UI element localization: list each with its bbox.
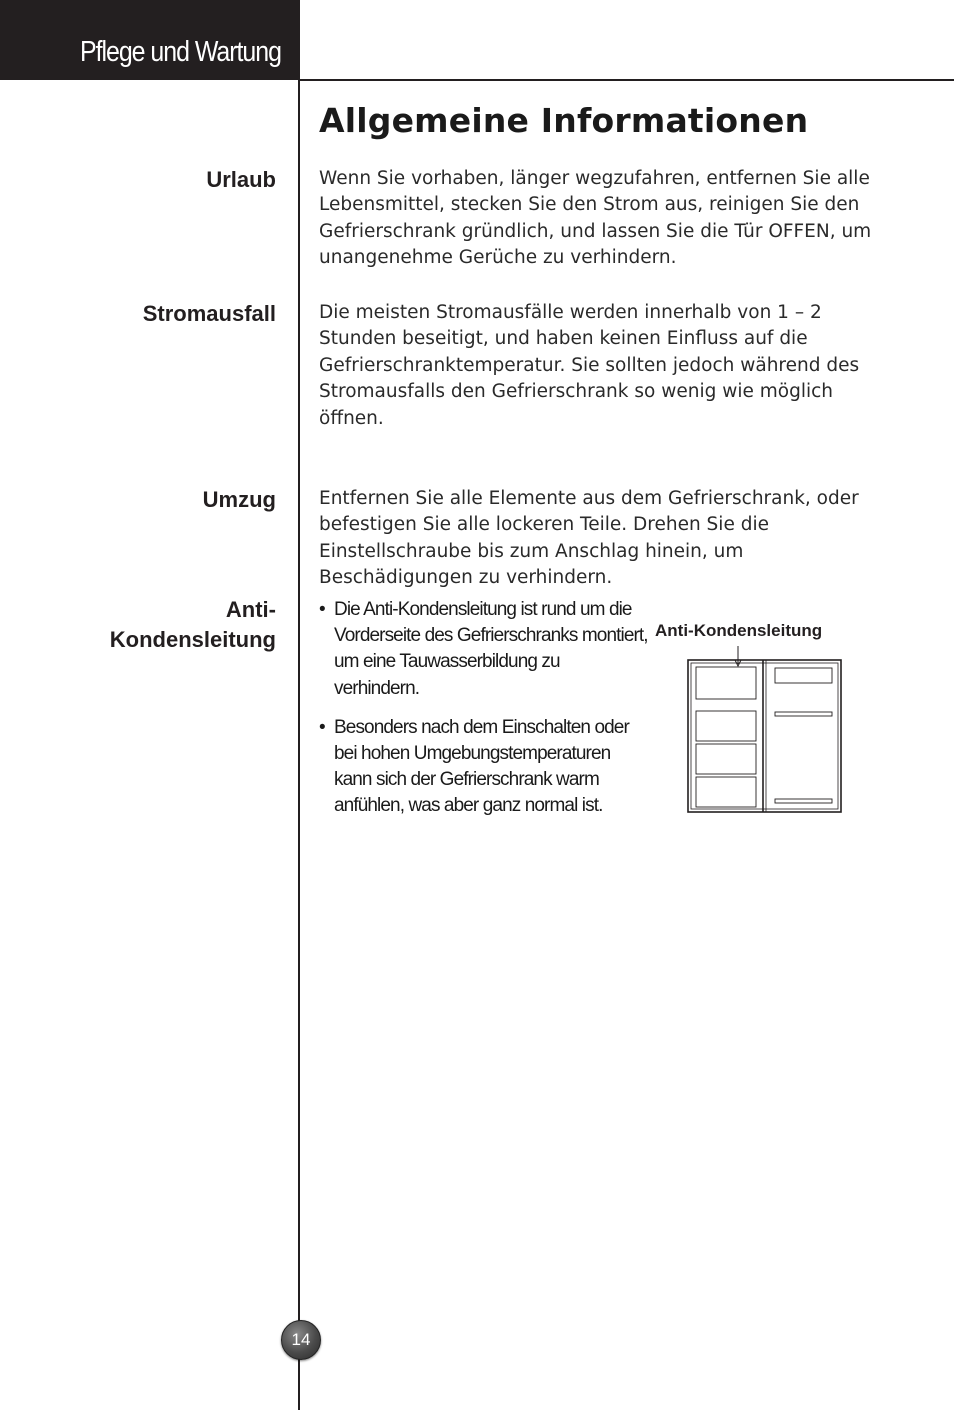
bullet-item: • Die Anti-Kondensleitung ist rund um die Vorderseite des Gefrierschranks montiert, um eine Tauwasserbildung zu verhindern.	[319, 597, 649, 702]
section-title: Pflege und Wartung	[80, 36, 281, 68]
column-divider	[298, 80, 300, 1410]
page-title: Allgemeine Informationen	[319, 101, 809, 140]
label-line-1: Anti-	[225, 597, 276, 622]
anti-condensation-line	[691, 663, 838, 809]
shelf	[775, 712, 832, 716]
shelf	[775, 799, 832, 803]
section-label-urlaub: Urlaub	[206, 167, 276, 192]
bullet-list	[319, 597, 649, 833]
diagram-label: Anti-Kondensleitung	[655, 621, 823, 640]
page-number: 14	[291, 1330, 311, 1349]
bullet-item: • Besonders nach dem Einschalten oder bei hohen Umgebungstemperaturen kann sich der Gefrierschrank warm anfühlen, was aber ganz normal ist.	[319, 715, 649, 820]
drawer	[696, 744, 756, 774]
drawer	[696, 667, 756, 699]
label-line-2: Kondensleitung	[109, 627, 276, 652]
header-tab	[0, 0, 300, 80]
refrigerator-diagram	[680, 640, 850, 820]
drawer	[696, 711, 756, 741]
section-text-stromausfall: Die meisten Stromausfälle werden innerhalb von 1 – 2 Stunden beseitigt, und haben keinen Einfluss auf die Gefrierschranktemperatur. Sie sollten jedoch während des Stromausfalls den Gefrierschrank so wenig wie möglich öffnen.	[319, 302, 860, 429]
section-text-umzug: Entfernen Sie alle Elemente aus dem Gefrierschrank, oder befestigen Sie alle lockeren Teile. Drehen Sie die Einstellschraube bis zum Anschlag hinein, um Beschädigungen zu verhindern.	[319, 488, 859, 589]
header-rule	[300, 79, 954, 81]
page-number-badge	[281, 1320, 321, 1360]
drawer	[696, 777, 756, 807]
shelf	[775, 668, 832, 683]
section-label-stromausfall: Stromausfall	[142, 301, 276, 326]
section-text-urlaub: Wenn Sie vorhaben, länger wegzufahren, entfernen Sie alle Lebensmittel, stecken Sie den Strom aus, reinigen Sie den Gefrierschrank gründlich, und lassen Sie die Tür OFFEN, um unangenehme Gerüche zu verhindern.	[319, 168, 872, 269]
section-label-umzug: Umzug	[202, 487, 276, 512]
section-label-anti-kondensleitung	[110, 595, 276, 655]
